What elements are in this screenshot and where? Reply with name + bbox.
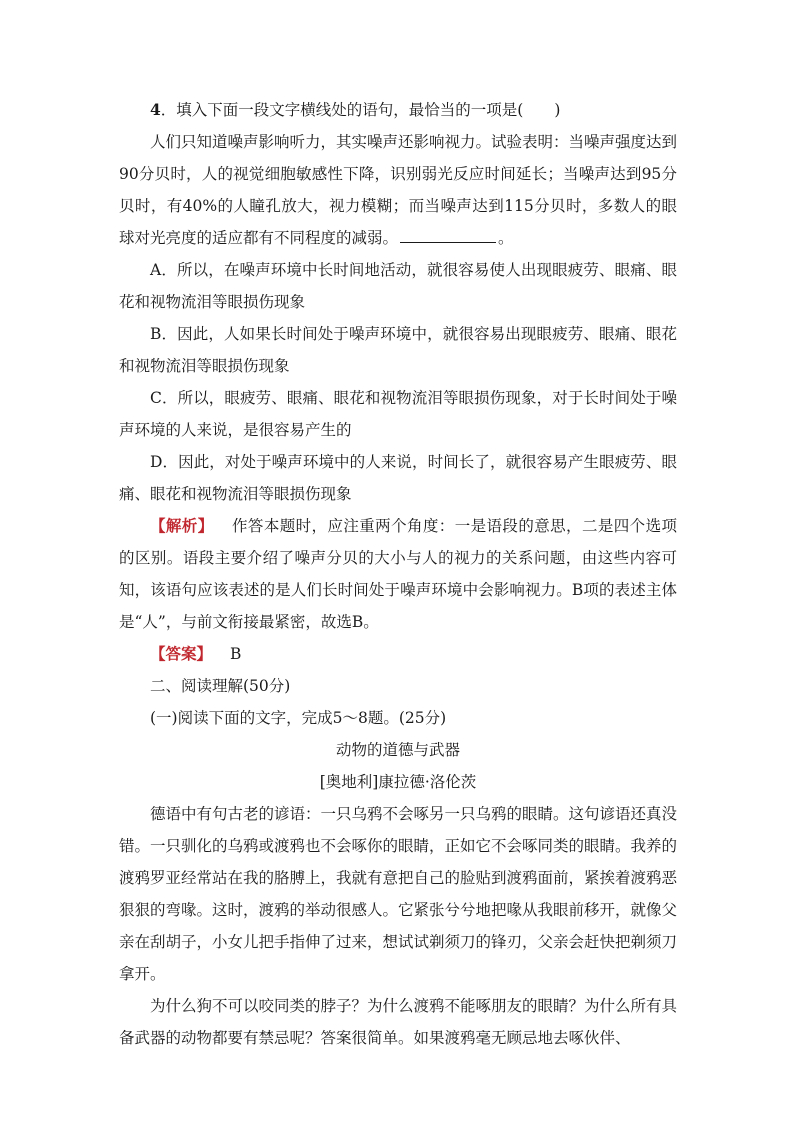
option-b: B．因此，人如果长时间处于噪声环境中，就很容易出现眼疲劳、眼痛、眼花和视物流泪等眼损伤现象	[119, 325, 677, 375]
option-a: A．所以，在噪声环境中长时间地活动，就很容易使人出现眼疲劳、眼痛、眼花和视物流泪等眼损伤现象	[119, 261, 677, 311]
answer-tag: 【答案】	[150, 644, 213, 663]
answer-value: B	[230, 645, 242, 663]
question-4-passage	[119, 126, 677, 254]
document-page	[119, 94, 677, 1054]
passage-text: 人们只知道噪声影响听力，其实噪声还影响视力。试验表明：当噪声强度达到90分贝时，人的视觉细胞敏感性下降，识别弱光反应时间延长；当噪声达到95分贝时，有40%的人瞳孔放大，视力模糊；而当噪声达到115分贝时，多数人的眼球对光亮度的适应都有不同程度的减弱。	[119, 133, 678, 247]
analysis-block	[119, 510, 677, 638]
article-paragraph-1: 德语中有句古老的谚语：一只乌鸦不会啄另一只乌鸦的眼睛。这句谚语还真没错。一只驯化的乌鸦或渡鸦也不会啄你的眼睛，正如它不会啄同类的眼睛。我养的渡鸦罗亚经常站在我的胳膊上，我就有意把自己的脸贴到渡鸦面前，紧挨着渡鸦恶狠狠的弯喙。这时，渡鸦的举动很感人。它紧张兮兮地把喙从我眼前移开，就像父亲在刮胡子，小女儿把手指伸了过来，想试试剃须刀的锋刃，父亲会赶快把剃须刀拿开。	[119, 805, 678, 983]
answer-block	[119, 638, 677, 670]
analysis-text: 作答本题时，应注重两个角度：一是语段的意思，二是四个选项的区别。语段主要介绍了噪声分贝的大小与人的视力的关系问题，由这些内容可知，该语句应该表述的是人们长时间处于噪声环境中会影响视力。B项的表述主体是“人”，与前文衔接最紧密，故选B。	[119, 517, 677, 631]
fill-blank-line	[400, 226, 496, 243]
option-d: D．因此，对处于噪声环境中的人来说，时间长了，就很容易产生眼疲劳、眼痛、眼花和视物流泪等眼损伤现象	[119, 453, 677, 503]
article-author: [奥地利]康拉德·洛伦茨	[319, 773, 477, 791]
article-title: 动物的道德与武器	[335, 741, 460, 759]
question-stem-text: ．填入下面一段文字横线处的语句，最恰当的一项是( )	[160, 101, 561, 119]
article-paragraph-2: 为什么狗不可以咬同类的脖子？为什么渡鸦不能啄朋友的眼睛？为什么所有具备武器的动物都要有禁忌呢？答案很简单。如果渡鸦毫无顾忌地去啄伙伴、	[119, 997, 678, 1047]
analysis-tag: 【解析】	[150, 516, 214, 535]
option-c: C．所以，眼疲劳、眼痛、眼花和视物流泪等眼损伤现象，对于长时间处于噪声环境的人来说，是很容易产生的	[119, 389, 677, 439]
section-heading: 二、阅读理解(50分)	[150, 677, 291, 695]
passage-end: 。	[498, 229, 514, 247]
section-subheading: (一)阅读下面的文字，完成5～8题。(25分)	[150, 709, 447, 727]
question-number: 4	[150, 100, 161, 119]
question-4-stem	[119, 94, 677, 126]
